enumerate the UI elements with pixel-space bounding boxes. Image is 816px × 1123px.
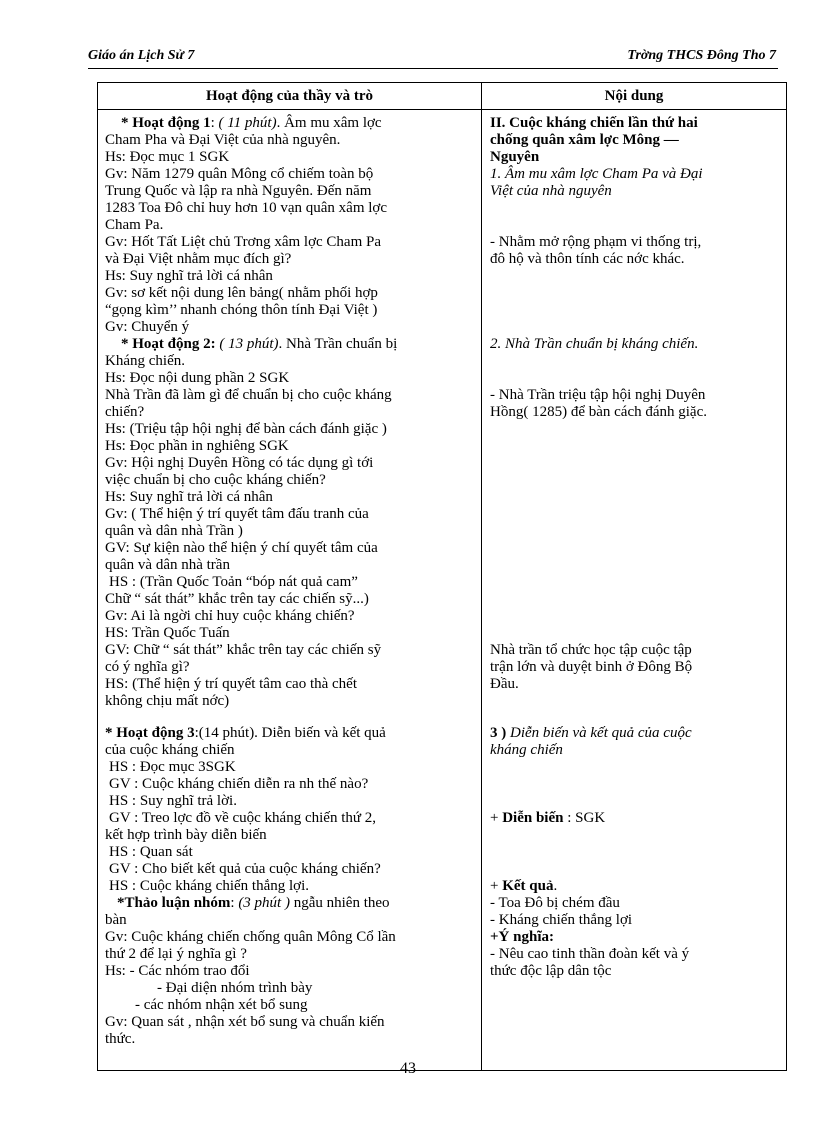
text-run: Kháng chiến. bbox=[105, 353, 185, 369]
header-rule bbox=[88, 68, 778, 69]
text-run: * Hoạt động 3 bbox=[105, 725, 195, 741]
activity-line bbox=[105, 810, 476, 827]
activity-line bbox=[105, 1014, 476, 1031]
text-run: Hs: Đọc mục 1 SGK bbox=[105, 149, 230, 165]
text-run: + bbox=[490, 878, 503, 894]
text-run: . Nhà Trần chuẩn bị bbox=[278, 336, 398, 352]
content-text bbox=[483, 111, 785, 1069]
col1-title: Hoạt động của thầy và trò bbox=[98, 83, 482, 110]
text-run: bàn bbox=[105, 912, 127, 928]
text-run: + bbox=[490, 810, 503, 826]
text-run: Kết quả bbox=[502, 878, 554, 894]
text-run: Gv: sơ kết nội dung lên bảng( nhằm phối hợp bbox=[105, 285, 378, 301]
text-run: Cham Pha và Đại Việt của nhà nguyên. bbox=[105, 132, 341, 148]
activities-cell bbox=[98, 110, 482, 1071]
activity-line bbox=[105, 929, 476, 946]
text-run: GV : Treo lợc đồ về cuộc kháng chiến thứ 2, bbox=[109, 810, 376, 826]
text-run: Hồng( 1285) để bàn cách đánh giặc. bbox=[490, 404, 708, 420]
activity-line bbox=[105, 387, 476, 404]
content-line bbox=[490, 115, 781, 132]
content-line bbox=[490, 166, 781, 183]
text-run: Gv: Cuộc kháng chiến chống quân Mông Cổ lần bbox=[105, 929, 396, 945]
activity-line bbox=[105, 319, 476, 336]
text-run: và Đại Việt nhằm mục đích gì? bbox=[105, 251, 292, 267]
text-run: Gv: Năm 1279 quân Mông cổ chiếm toàn bộ bbox=[105, 166, 374, 182]
content-line bbox=[490, 659, 781, 676]
text-run: thức độc lập dân tộc bbox=[490, 963, 612, 979]
text-run: ngẫu nhiên theo bbox=[289, 895, 390, 911]
text-run: : SGK bbox=[563, 810, 606, 826]
activity-line bbox=[105, 574, 476, 591]
activity-line bbox=[105, 742, 476, 759]
text-run: không chịu mất nớc) bbox=[105, 693, 230, 709]
activity-line bbox=[105, 285, 476, 302]
text-run: quân và dân nhà Trần ) bbox=[105, 523, 243, 539]
content-line bbox=[490, 963, 781, 980]
activity-line bbox=[105, 980, 476, 997]
activity-line bbox=[105, 625, 476, 642]
activity-line bbox=[105, 642, 476, 659]
activity-line bbox=[105, 540, 476, 557]
text-run: Diễn biến và kết quả của cuộc bbox=[510, 725, 692, 741]
text-run: kháng chiến bbox=[490, 742, 563, 758]
activity-line bbox=[105, 793, 476, 810]
activity-line bbox=[105, 336, 476, 353]
text-run: - Nêu cao tinh thần đoàn kết và ý bbox=[490, 946, 690, 962]
text-run: Hs: Suy nghĩ trả lời cá nhân bbox=[105, 489, 273, 505]
text-run: trận lớn và duyệt binh ở Đông Bộ bbox=[490, 659, 693, 675]
text-run: Gv: Chuyển ý bbox=[105, 319, 190, 335]
page-number: 43 bbox=[400, 1060, 416, 1077]
text-run: HS : Suy nghĩ trả lời. bbox=[109, 793, 237, 809]
text-run: Gv: Ai là ngời chỉ huy cuộc kháng chiến? bbox=[105, 608, 355, 624]
activity-line bbox=[105, 149, 476, 166]
text-run: - các nhóm nhận xét bổ sung bbox=[135, 997, 308, 1013]
content-line bbox=[490, 912, 781, 929]
header-left: Giáo án Lịch Sử 7 bbox=[88, 48, 195, 63]
activity-line bbox=[105, 183, 476, 200]
text-run: - Nhằm mở rộng phạm vi thống trị, bbox=[490, 234, 702, 250]
header-right: Trờng THCS Đông Tho 7 bbox=[627, 48, 776, 63]
content-line bbox=[490, 336, 781, 353]
activity-line bbox=[105, 523, 476, 540]
text-run: GV : Cho biết kết quả của cuộc kháng chiến? bbox=[109, 861, 381, 877]
content-cell bbox=[482, 110, 787, 1071]
activity-line bbox=[105, 234, 476, 251]
content-line bbox=[490, 810, 781, 827]
text-run: HS : Đọc mục 3SGK bbox=[109, 759, 236, 775]
content-line bbox=[490, 742, 781, 759]
text-run: HS: (Thể hiện ý trí quyết tâm cao thà chết bbox=[105, 676, 358, 692]
activity-line bbox=[105, 827, 476, 844]
activity-line bbox=[105, 608, 476, 625]
activity-line bbox=[105, 438, 476, 455]
content-line bbox=[490, 946, 781, 963]
activity-line bbox=[105, 217, 476, 234]
activity-line bbox=[105, 844, 476, 861]
activity-line bbox=[105, 251, 476, 268]
content-line bbox=[490, 895, 781, 912]
text-run: HS : (Trần Quốc Toản “bóp nát quả cam” bbox=[109, 574, 358, 590]
activity-line bbox=[105, 997, 476, 1014]
text-run: 1. Âm mu xâm lợc Cham Pa và Đại bbox=[490, 166, 703, 182]
activity-line bbox=[105, 759, 476, 776]
text-run: GV: Chữ “ sát thát” khắc trên tay các chiến sỹ bbox=[105, 642, 382, 658]
text-run: :(14 phút). Diễn biến và kết quả bbox=[194, 725, 386, 741]
text-run: HS: Trần Quốc Tuấn bbox=[105, 625, 230, 641]
text-run: chiến? bbox=[105, 404, 145, 420]
table-header-row bbox=[98, 83, 787, 110]
text-run: thứ 2 để lại ý nghĩa gì ? bbox=[105, 946, 247, 962]
activity-line bbox=[105, 115, 476, 132]
text-run: HS : Quan sát bbox=[109, 844, 193, 860]
text-run: II. Cuộc kháng chiến lần thứ hai bbox=[490, 115, 698, 131]
text-run: thức. bbox=[105, 1031, 136, 1047]
activity-line bbox=[105, 776, 476, 793]
activity-line bbox=[105, 1031, 476, 1048]
text-run: 1283 Toa Đô chỉ huy hơn 10 vạn quân xâm lợc bbox=[105, 200, 387, 216]
text-run: kết hợp trình bày diễn biến bbox=[105, 827, 267, 843]
text-run: Cham Pa. bbox=[105, 217, 164, 233]
text-run: Gv: Hội nghị Duyên Hồng có tác dụng gì tới bbox=[105, 455, 374, 471]
text-run: - Kháng chiến thắng lợi bbox=[490, 912, 633, 928]
text-run: . Âm mu xâm lợc bbox=[276, 115, 382, 131]
activity-line bbox=[105, 878, 476, 895]
content-line bbox=[490, 725, 781, 742]
activity-line bbox=[105, 591, 476, 608]
activity-line bbox=[105, 659, 476, 676]
content-line bbox=[490, 676, 781, 693]
text-run: Hs: - Các nhóm trao đổi bbox=[105, 963, 250, 979]
text-run: - Đại diện nhóm trình bày bbox=[157, 980, 313, 996]
content-line bbox=[490, 251, 781, 268]
activity-line bbox=[105, 200, 476, 217]
text-run: Nhà trần tổ chức học tập cuộc tập bbox=[490, 642, 692, 658]
text-run: 2. Nhà Trần chuẩn bị kháng chiến. bbox=[490, 336, 699, 352]
content-line bbox=[490, 929, 781, 946]
activity-line bbox=[105, 421, 476, 438]
activity-line bbox=[105, 557, 476, 574]
activity-line bbox=[105, 370, 476, 387]
text-run: +Ý nghĩa: bbox=[490, 929, 554, 945]
activity-line bbox=[105, 455, 476, 472]
content-line bbox=[490, 149, 781, 166]
text-run: “gọng kìm’’ nhanh chóng thôn tính Đại Việt ) bbox=[105, 302, 378, 318]
text-run: GV : Cuộc kháng chiến diễn ra nh thế nào? bbox=[109, 776, 369, 792]
content-line bbox=[490, 183, 781, 200]
text-run: 3 ) bbox=[490, 725, 510, 741]
text-run: . bbox=[553, 878, 558, 894]
text-run: Chữ “ sát thát” khắc trên tay các chiến sỹ...) bbox=[105, 591, 369, 607]
activity-line bbox=[105, 895, 476, 912]
text-run: GV: Sự kiện nào thể hiện ý chí quyết tâm của bbox=[105, 540, 378, 556]
text-run: - Toa Đô bị chém đầu bbox=[490, 895, 620, 911]
text-run: (3 phút ) bbox=[238, 895, 290, 911]
activity-line bbox=[105, 676, 476, 693]
text-run: * Hoạt động 1 bbox=[121, 115, 211, 131]
text-run: ( 11 phút) bbox=[218, 115, 277, 131]
activity-line bbox=[105, 268, 476, 285]
text-run: Nhà Trần đã làm gì để chuẩn bị cho cuộc kháng bbox=[105, 387, 392, 403]
content-line bbox=[490, 234, 781, 251]
table-body-row bbox=[98, 110, 787, 1071]
text-run: Hs: Suy nghĩ trả lời cá nhân bbox=[105, 268, 273, 284]
text-run: Trung Quốc và lập ra nhà Nguyên. Đến năm bbox=[105, 183, 372, 199]
activity-line bbox=[105, 404, 476, 421]
text-run: quân và dân nhà trần bbox=[105, 557, 230, 573]
text-run: của cuộc kháng chiến bbox=[105, 742, 235, 758]
text-run: ( 13 phút) bbox=[219, 336, 279, 352]
text-run: - Nhà Trần triệu tập hội nghị Duyên bbox=[490, 387, 706, 403]
text-run: HS : Cuộc kháng chiến thắng lợi. bbox=[109, 878, 309, 894]
text-run: Hs: Đọc phần in nghiêng SGK bbox=[105, 438, 289, 454]
activity-line bbox=[105, 302, 476, 319]
text-run: Nguyên bbox=[490, 149, 540, 165]
text-run: Gv: Quan sát , nhận xét bổ sung và chuẩn kiến bbox=[105, 1014, 385, 1030]
text-run: đô hộ và thôn tính các nớc khác. bbox=[490, 251, 685, 267]
activity-line bbox=[105, 693, 476, 710]
activity-line bbox=[105, 489, 476, 506]
content-line bbox=[490, 878, 781, 895]
text-run: việc chuẩn bị cho cuộc kháng chiến? bbox=[105, 472, 326, 488]
text-run: Hs: Đọc nội dung phần 2 SGK bbox=[105, 370, 290, 386]
text-run: * Hoạt động 2: bbox=[121, 336, 216, 352]
content-line bbox=[490, 642, 781, 659]
text-run: : bbox=[210, 115, 219, 131]
text-run: : bbox=[230, 895, 239, 911]
activity-line bbox=[105, 725, 476, 742]
lesson-table bbox=[97, 82, 787, 1071]
activity-line bbox=[105, 353, 476, 370]
text-run: có ý nghĩa gì? bbox=[105, 659, 190, 675]
activity-line bbox=[105, 946, 476, 963]
activity-line bbox=[105, 472, 476, 489]
col2-title: Nội dung bbox=[482, 83, 787, 110]
text-run: *Thảo luận nhóm bbox=[117, 895, 231, 911]
content-line bbox=[490, 387, 781, 404]
activity-line bbox=[105, 166, 476, 183]
activity-line bbox=[105, 963, 476, 980]
text-run: Đầu. bbox=[490, 676, 519, 692]
activity-line bbox=[105, 506, 476, 523]
text-run: Hs: (Triệu tập hội nghị để bàn cách đánh giặc ) bbox=[105, 421, 387, 437]
text-run: chống quân xâm lợc Mông — bbox=[490, 132, 679, 148]
content-line bbox=[490, 132, 781, 149]
activities-text bbox=[99, 111, 480, 1069]
text-run: Việt của nhà nguyên bbox=[490, 183, 612, 199]
text-run: Gv: ( Thể hiện ý trí quyết tâm đấu tranh của bbox=[105, 506, 369, 522]
activity-line bbox=[105, 132, 476, 149]
activity-line bbox=[105, 912, 476, 929]
content-line bbox=[490, 404, 781, 421]
text-run: Diễn biến bbox=[502, 810, 564, 826]
text-run: Gv: Hốt Tất Liệt chủ Trơng xâm lợc Cham Pa bbox=[105, 234, 381, 250]
activity-line bbox=[105, 861, 476, 878]
